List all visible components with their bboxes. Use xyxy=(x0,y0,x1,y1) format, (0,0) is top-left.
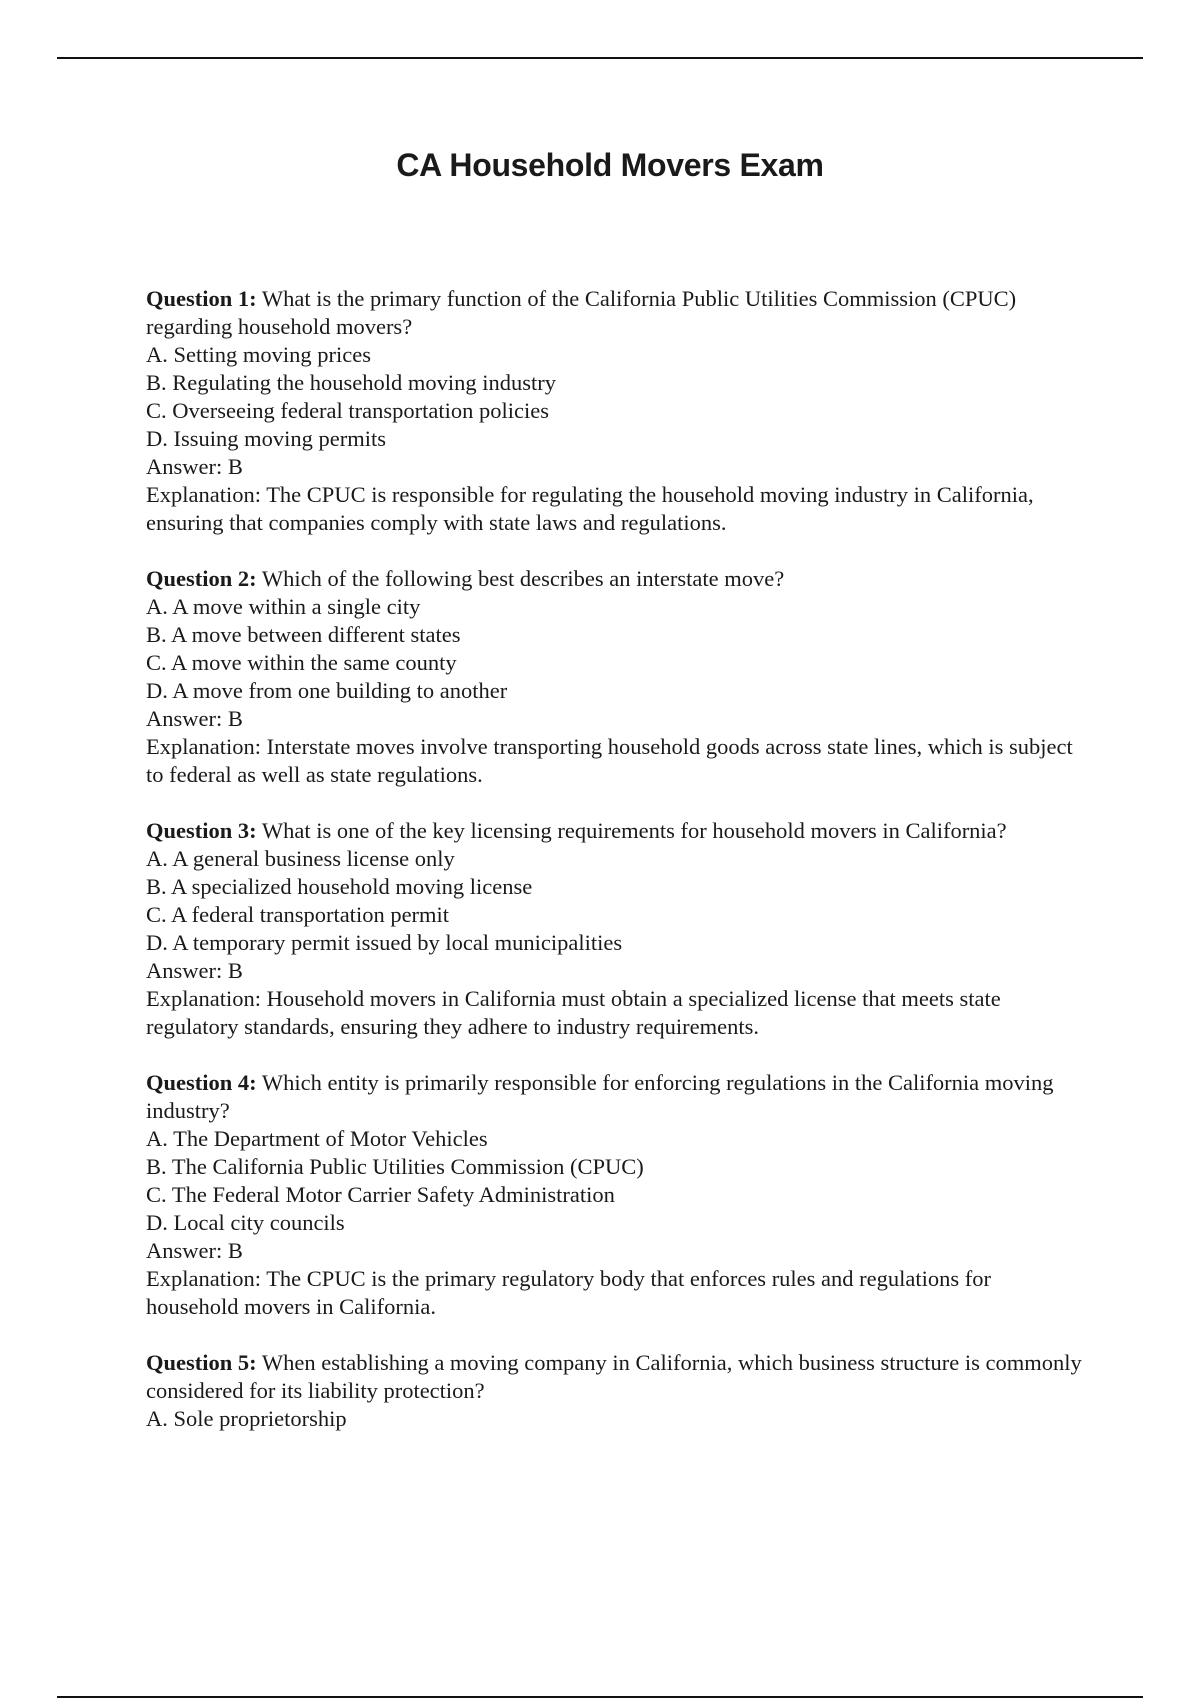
explanation: Explanation: The CPUC is the primary regulatory body that enforces rules and regulations for household movers in California. xyxy=(146,1266,992,1319)
answer: Answer: B xyxy=(146,706,243,731)
top-rule xyxy=(57,57,1143,59)
question-2 xyxy=(146,565,1086,789)
question-label: Question 5: xyxy=(146,1350,257,1375)
option-a: A. Setting moving prices xyxy=(146,342,371,367)
question-3 xyxy=(146,817,1086,1041)
question-prompt xyxy=(146,1069,1086,1125)
option-c: C. Overseeing federal transportation policies xyxy=(146,398,549,423)
question-label: Question 3: xyxy=(146,818,257,843)
question-5 xyxy=(146,1349,1086,1433)
option-b: B. Regulating the household moving industry xyxy=(146,370,556,395)
bottom-rule xyxy=(57,1696,1143,1698)
option-c: C. A move within the same county xyxy=(146,650,457,675)
answer: Answer: B xyxy=(146,958,243,983)
option-c: C. A federal transportation permit xyxy=(146,902,450,927)
option-d: D. A temporary permit issued by local municipalities xyxy=(146,930,623,955)
option-b: B. The California Public Utilities Commission (CPUC) xyxy=(146,1154,644,1179)
question-label: Question 1: xyxy=(146,286,257,311)
question-text: When establishing a moving company in California, which business structure is commonly considered for its liability protection? xyxy=(146,1350,1082,1403)
question-text: Which of the following best describes an interstate move? xyxy=(261,566,785,591)
question-prompt xyxy=(146,817,1086,845)
question-text: What is the primary function of the California Public Utilities Commission (CPUC) regarding household movers? xyxy=(146,286,1017,339)
option-a: A. Sole proprietorship xyxy=(146,1406,347,1431)
question-prompt xyxy=(146,285,1086,341)
question-label: Question 4: xyxy=(146,1070,257,1095)
answer: Answer: B xyxy=(146,1238,243,1263)
option-d: D. Local city councils xyxy=(146,1210,345,1235)
option-b: B. A move between different states xyxy=(146,622,461,647)
option-c: C. The Federal Motor Carrier Safety Administration xyxy=(146,1182,615,1207)
answer: Answer: B xyxy=(146,454,243,479)
question-list xyxy=(146,285,1086,1461)
question-text: Which entity is primarily responsible for enforcing regulations in the California moving industry? xyxy=(146,1070,1054,1123)
option-a: A. The Department of Motor Vehicles xyxy=(146,1126,488,1151)
option-a: A. A move within a single city xyxy=(146,594,421,619)
question-1 xyxy=(146,285,1086,537)
question-label: Question 2: xyxy=(146,566,257,591)
page-title: CA Household Movers Exam xyxy=(396,147,824,183)
option-d: D. A move from one building to another xyxy=(146,678,508,703)
explanation: Explanation: Household movers in California must obtain a specialized license that meets state regulatory standards, ensuring they adhere to industry requirements. xyxy=(146,986,1001,1039)
option-b: B. A specialized household moving license xyxy=(146,874,533,899)
explanation: Explanation: Interstate moves involve transporting household goods across state lines, which is subject to federal as well as state regulations. xyxy=(146,734,1073,787)
question-prompt xyxy=(146,565,1086,593)
option-a: A. A general business license only xyxy=(146,846,455,871)
option-d: D. Issuing moving permits xyxy=(146,426,386,451)
question-text: What is one of the key licensing requirements for household movers in California? xyxy=(261,818,1007,843)
question-prompt xyxy=(146,1349,1086,1405)
explanation: Explanation: The CPUC is responsible for regulating the household moving industry in California, ensuring that companies comply with state laws and regulations. xyxy=(146,482,1034,535)
question-4 xyxy=(146,1069,1086,1321)
